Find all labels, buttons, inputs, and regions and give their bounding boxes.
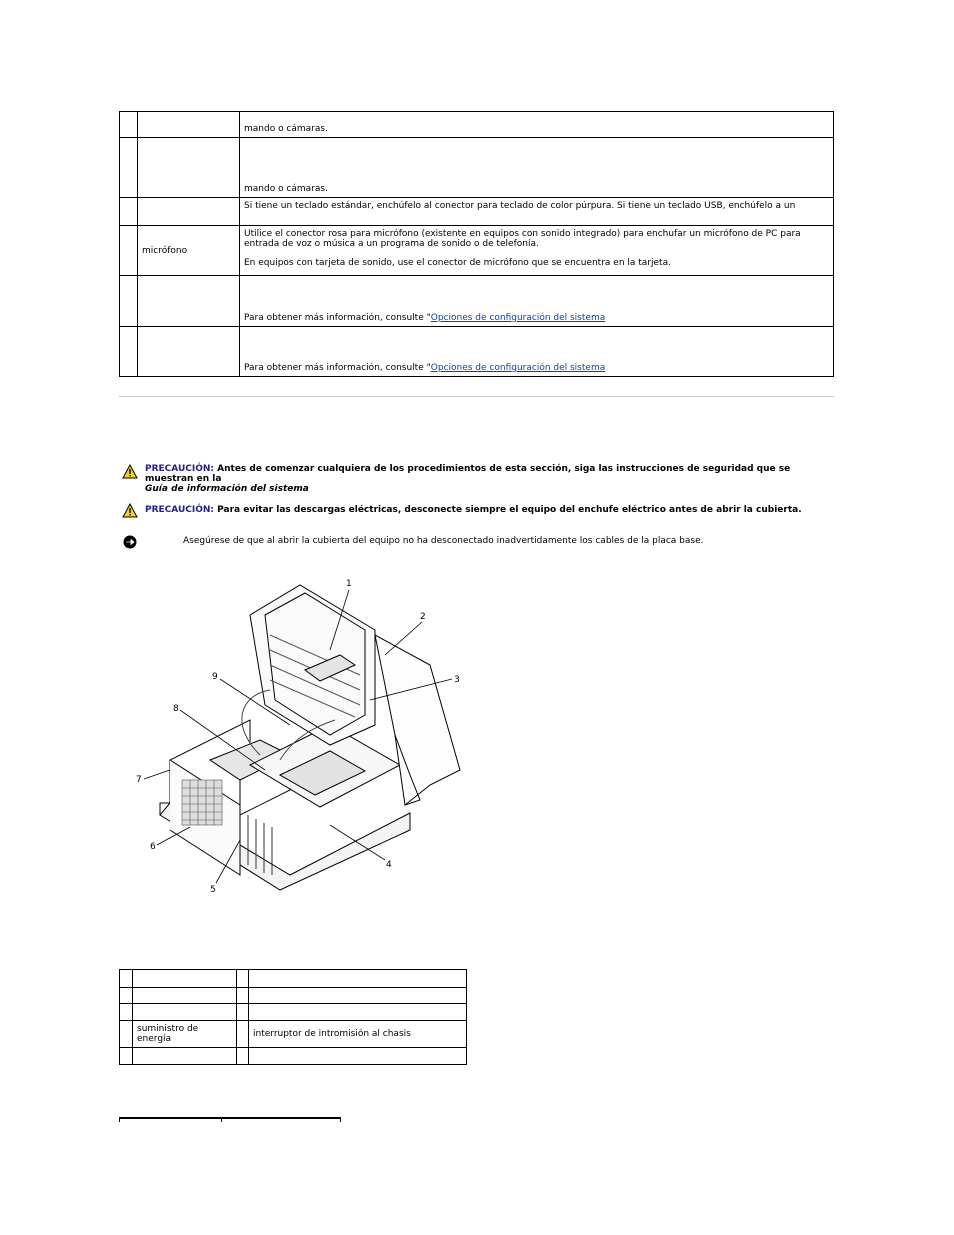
power-supply-label: suministro de energía: [133, 1021, 237, 1048]
row-description: [240, 327, 834, 377]
partial-table-right-border: [340, 1117, 341, 1122]
row-number: [120, 327, 138, 377]
callout-5: 5: [210, 885, 216, 895]
cell: [237, 1004, 249, 1021]
partial-table-top-border: [119, 1117, 341, 1119]
chassis-intrusion-switch-label: interruptor de intromisión al chasis: [249, 1021, 467, 1048]
description-text: Para obtener más información, consulte ": [244, 313, 431, 323]
caution-block: [122, 464, 832, 494]
caution-message: Para evitar las descargas eléctricas, desconecte siempre el equipo del enchufe eléctrico antes de abrir la cubierta.: [217, 505, 802, 515]
callout-7: 7: [136, 775, 142, 785]
description-paragraph: Utilice el conector rosa para micrófono (existente en equipos con sonido integrado) para enchufar un micrófono de PC para entrada de voz o música a un programa de sonido o de telefonía.: [244, 229, 801, 249]
system-setup-options-link[interactable]: Opciones de configuración del sistema: [430, 363, 606, 373]
cell: [237, 970, 249, 988]
row-description: mando o cámaras.: [240, 138, 834, 198]
table-row: [120, 1004, 467, 1021]
row-description: [240, 226, 834, 276]
table-row: [120, 1048, 467, 1065]
cell: [249, 1004, 467, 1021]
callout-8: 8: [173, 704, 179, 714]
components-table: [119, 969, 467, 1065]
callout-2: 2: [420, 612, 426, 622]
warning-icon: [122, 464, 138, 479]
callout-6: 6: [150, 842, 156, 852]
row-name: [138, 276, 240, 327]
callout-3: 3: [454, 675, 460, 685]
table-row: [120, 988, 467, 1004]
cell: [237, 1048, 249, 1065]
partial-table-divider: [221, 1117, 222, 1122]
row-number: [120, 138, 138, 198]
cell: [133, 970, 237, 988]
row-description: Si tiene un teclado estándar, enchúfelo al conector para teclado de color púrpura. Si tiene un teclado USB, enchúfelo a un: [240, 198, 834, 226]
description-text: Para obtener más información, consulte ": [244, 363, 431, 373]
description-paragraph: En equipos con tarjeta de sonido, use el conector de micrófono que se encuentra en la tarjeta.: [244, 258, 671, 268]
notice-icon: [123, 535, 137, 549]
row-name: [138, 198, 240, 226]
cell: [249, 1048, 467, 1065]
callout-9: 9: [212, 672, 218, 682]
caution-reference: Guía de información del sistema: [145, 484, 309, 494]
row-name: [138, 138, 240, 198]
caution-text: [145, 464, 832, 494]
row-number: [120, 198, 138, 226]
cell: [133, 1004, 237, 1021]
cell: [120, 970, 133, 988]
callout-4: 4: [386, 860, 392, 870]
cell: [120, 1004, 133, 1021]
row-description: [240, 276, 834, 327]
table-row: [120, 112, 834, 138]
caution-label: PRECAUCIÓN:: [145, 505, 215, 515]
cell: [133, 1048, 237, 1065]
warning-icon: [122, 503, 138, 518]
section-divider: [119, 396, 834, 397]
table-row: [120, 276, 834, 327]
cell: [237, 988, 249, 1004]
table-row: [120, 970, 467, 988]
caution-label: PRECAUCIÓN:: [145, 464, 215, 474]
row-number: [120, 112, 138, 138]
table-row: [120, 198, 834, 226]
cell: [120, 1021, 133, 1048]
cell: [249, 988, 467, 1004]
ports-table: [119, 111, 834, 377]
cell: [133, 988, 237, 1004]
cell: [237, 1021, 249, 1048]
row-description: mando o cámaras.: [240, 112, 834, 138]
table-row: [120, 226, 834, 276]
cell: [120, 988, 133, 1004]
row-name: [138, 112, 240, 138]
system-setup-options-link[interactable]: Opciones de configuración del sistema: [430, 313, 606, 323]
callout-1: 1: [346, 579, 352, 589]
table-row: [120, 327, 834, 377]
row-name: micrófono: [138, 226, 240, 276]
caution-message: Antes de comenzar cualquiera de los procedimientos de esta sección, siga las instrucciones de seguridad que se muestran en la: [145, 464, 791, 484]
notice-block: [123, 535, 833, 546]
cell: [120, 1048, 133, 1065]
cell: [249, 970, 467, 988]
row-name: [138, 327, 240, 377]
table-row: [120, 1021, 467, 1048]
computer-interior-illustration: [130, 575, 470, 900]
row-number: [120, 276, 138, 327]
partial-table-left-border: [119, 1117, 120, 1122]
caution-block: [122, 503, 832, 515]
notice-text: Asegúrese de que al abrir la cubierta del equipo no ha desconectado inadvertidamente los cables de la placa base.: [183, 536, 704, 546]
caution-text: [145, 503, 832, 515]
table-row: [120, 138, 834, 198]
row-number: [120, 226, 138, 276]
